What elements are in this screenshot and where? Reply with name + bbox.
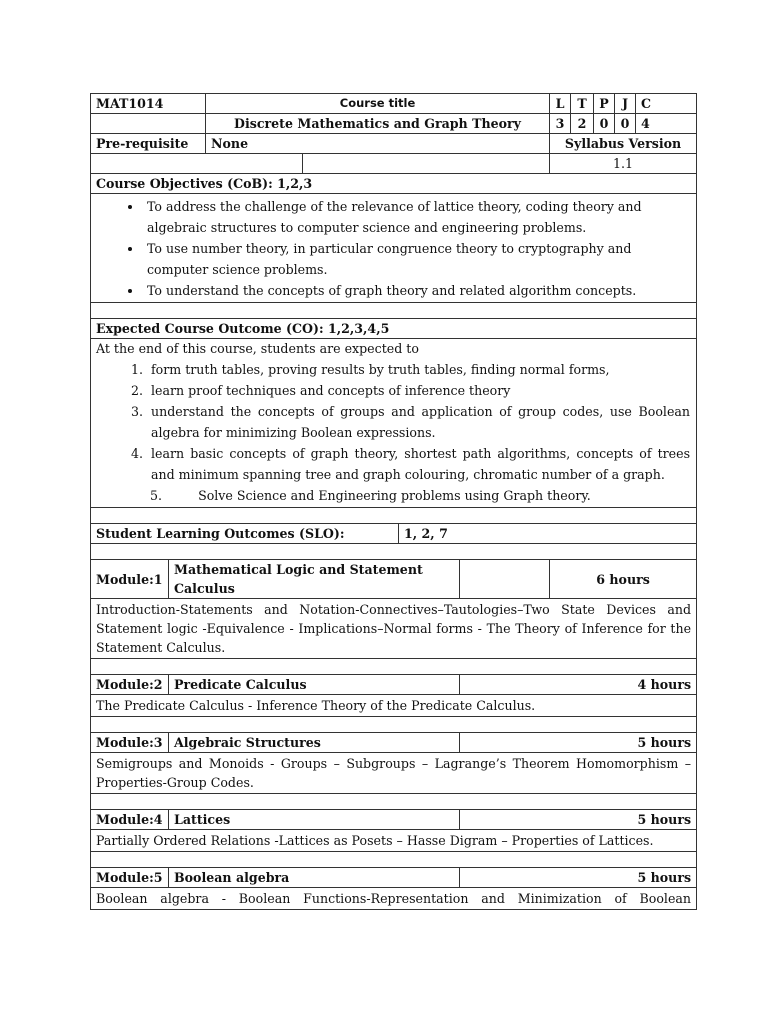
outcome-item-5 bbox=[96, 485, 690, 506]
empty-cell bbox=[91, 659, 697, 675]
prereq-value: None bbox=[206, 134, 550, 154]
ltpjc-label-t: T bbox=[571, 94, 594, 114]
module-header-row bbox=[91, 733, 697, 753]
module-title: Mathematical Logic and Statement Calculus bbox=[169, 560, 460, 599]
outcomes-list bbox=[96, 359, 690, 485]
ltpjc-label-j: J bbox=[615, 94, 636, 114]
outcome-item: 4. learn basic concepts of graph theory, shortest path algorithms, concepts of trees and minimum spanning tree and graph colouring, chromatic number of a graph. bbox=[147, 443, 690, 485]
module-label: Module:4 bbox=[91, 810, 169, 830]
slo-row bbox=[91, 524, 697, 544]
module-hours: 5 hours bbox=[460, 810, 697, 830]
blank-row bbox=[91, 794, 697, 810]
objectives-list bbox=[91, 194, 696, 302]
syllabus-version: 1.1 bbox=[550, 154, 697, 174]
prereq-row bbox=[91, 134, 697, 154]
slo-value: 1, 2, 7 bbox=[399, 524, 697, 544]
module-hours: 4 hours bbox=[460, 675, 697, 695]
ltpjc-label-l: L bbox=[550, 94, 571, 114]
syllabus-table bbox=[90, 93, 697, 910]
empty-cell bbox=[91, 852, 697, 868]
header-row-1 bbox=[91, 94, 697, 114]
objectives-heading: Course Objectives (CoB): 1,2,3 bbox=[91, 174, 697, 194]
outcomes-heading: Expected Course Outcome (CO): 1,2,3,4,5 bbox=[91, 319, 697, 339]
module-content-row bbox=[91, 599, 697, 659]
module-title: Algebraic Structures bbox=[169, 733, 460, 753]
ltpjc-value-t: 2 bbox=[571, 114, 594, 134]
syllabus-version-label: Syllabus Version bbox=[550, 134, 697, 154]
outcomes-cell bbox=[91, 339, 697, 508]
empty-cell bbox=[91, 154, 303, 174]
empty-cell bbox=[91, 508, 697, 524]
objective-item: • To use number theory, in particular congruence theory to cryptography and computer science problems. bbox=[143, 238, 696, 280]
module-content-row bbox=[91, 830, 697, 852]
outcomes-intro: At the end of this course, students are expected to bbox=[96, 341, 419, 356]
module-title: Boolean algebra bbox=[169, 868, 460, 888]
module-hours: 5 hours bbox=[460, 733, 697, 753]
ltpjc-value-c: 4 bbox=[636, 114, 697, 134]
module-header-row bbox=[91, 868, 697, 888]
ltpjc-label-c: C bbox=[636, 94, 697, 114]
module-content-row bbox=[91, 888, 697, 910]
blank-row bbox=[91, 303, 697, 319]
module-content-row bbox=[91, 695, 697, 717]
module-title: Lattices bbox=[169, 810, 460, 830]
empty-cell bbox=[91, 717, 697, 733]
module-content: Partially Ordered Relations -Lattices as Posets – Hasse Digram – Properties of Lattices. bbox=[91, 830, 697, 852]
ltpjc-value-j: 0 bbox=[615, 114, 636, 134]
module-content: Introduction-Statements and Notation-Connectives–Tautologies–Two State Devices and Statement logic -Equivalence - Implications–Normal forms - The Theory of Inference for the Statement Calculus. bbox=[91, 599, 697, 659]
module-label: Module:2 bbox=[91, 675, 169, 695]
course-code: MAT1014 bbox=[91, 94, 206, 114]
module-title: Predicate Calculus bbox=[169, 675, 460, 695]
module-label: Module:5 bbox=[91, 868, 169, 888]
objective-item: • To address the challenge of the relevance of lattice theory, coding theory and algebraic structures to computer science and engineering problems. bbox=[143, 196, 696, 238]
module-label: Module:3 bbox=[91, 733, 169, 753]
outcome-item-5-text: Solve Science and Engineering problems using Graph theory. bbox=[198, 488, 591, 503]
objective-item: • To understand the concepts of graph theory and related algorithm concepts. bbox=[143, 280, 696, 301]
outcomes-heading-row bbox=[91, 319, 697, 339]
course-title: Discrete Mathematics and Graph Theory bbox=[206, 114, 550, 134]
outcome-item: 1. form truth tables, proving results by truth tables, finding normal forms, bbox=[147, 359, 690, 380]
objectives-heading-row bbox=[91, 174, 697, 194]
outcome-item: 3. understand the concepts of groups and application of group codes, use Boolean algebra for minimizing Boolean expressions. bbox=[147, 401, 690, 443]
module-header-row bbox=[91, 560, 697, 599]
outcome-item: 2. learn proof techniques and concepts of inference theory bbox=[147, 380, 690, 401]
module-label: Module:1 bbox=[91, 560, 169, 599]
ltpjc-value-p: 0 bbox=[594, 114, 615, 134]
objectives-cell bbox=[91, 194, 697, 303]
module-header-row bbox=[91, 810, 697, 830]
module-content-row bbox=[91, 753, 697, 794]
slo-label: Student Learning Outcomes (SLO): bbox=[91, 524, 399, 544]
blank-row bbox=[91, 659, 697, 675]
module-content: Semigroups and Monoids - Groups – Subgroups – Lagrange’s Theorem Homomorphism – Properties-Group Codes. bbox=[91, 753, 697, 794]
empty-cell bbox=[91, 303, 697, 319]
outcomes-row bbox=[91, 339, 697, 508]
empty-cell bbox=[91, 114, 206, 134]
module-header-row bbox=[91, 675, 697, 695]
empty-cell bbox=[303, 154, 550, 174]
module-content: Boolean algebra - Boolean Functions-Representation and Minimization of Boolean bbox=[91, 888, 697, 910]
course-title-label: Course title bbox=[206, 94, 550, 114]
blank-row bbox=[91, 508, 697, 524]
empty-cell bbox=[460, 560, 550, 599]
empty-cell bbox=[91, 794, 697, 810]
objectives-row bbox=[91, 194, 697, 303]
ltpjc-label-p: P bbox=[594, 94, 615, 114]
blank-row bbox=[91, 544, 697, 560]
version-row bbox=[91, 154, 697, 174]
module-hours: 6 hours bbox=[550, 560, 697, 599]
module-hours: 5 hours bbox=[460, 868, 697, 888]
module-content: The Predicate Calculus - Inference Theory of the Predicate Calculus. bbox=[91, 695, 697, 717]
ltpjc-value-l: 3 bbox=[550, 114, 571, 134]
blank-row bbox=[91, 852, 697, 868]
empty-cell bbox=[91, 544, 697, 560]
header-row-2 bbox=[91, 114, 697, 134]
blank-row bbox=[91, 717, 697, 733]
outcome-item-5-number: 5. bbox=[150, 488, 163, 503]
prereq-label: Pre-requisite bbox=[91, 134, 206, 154]
